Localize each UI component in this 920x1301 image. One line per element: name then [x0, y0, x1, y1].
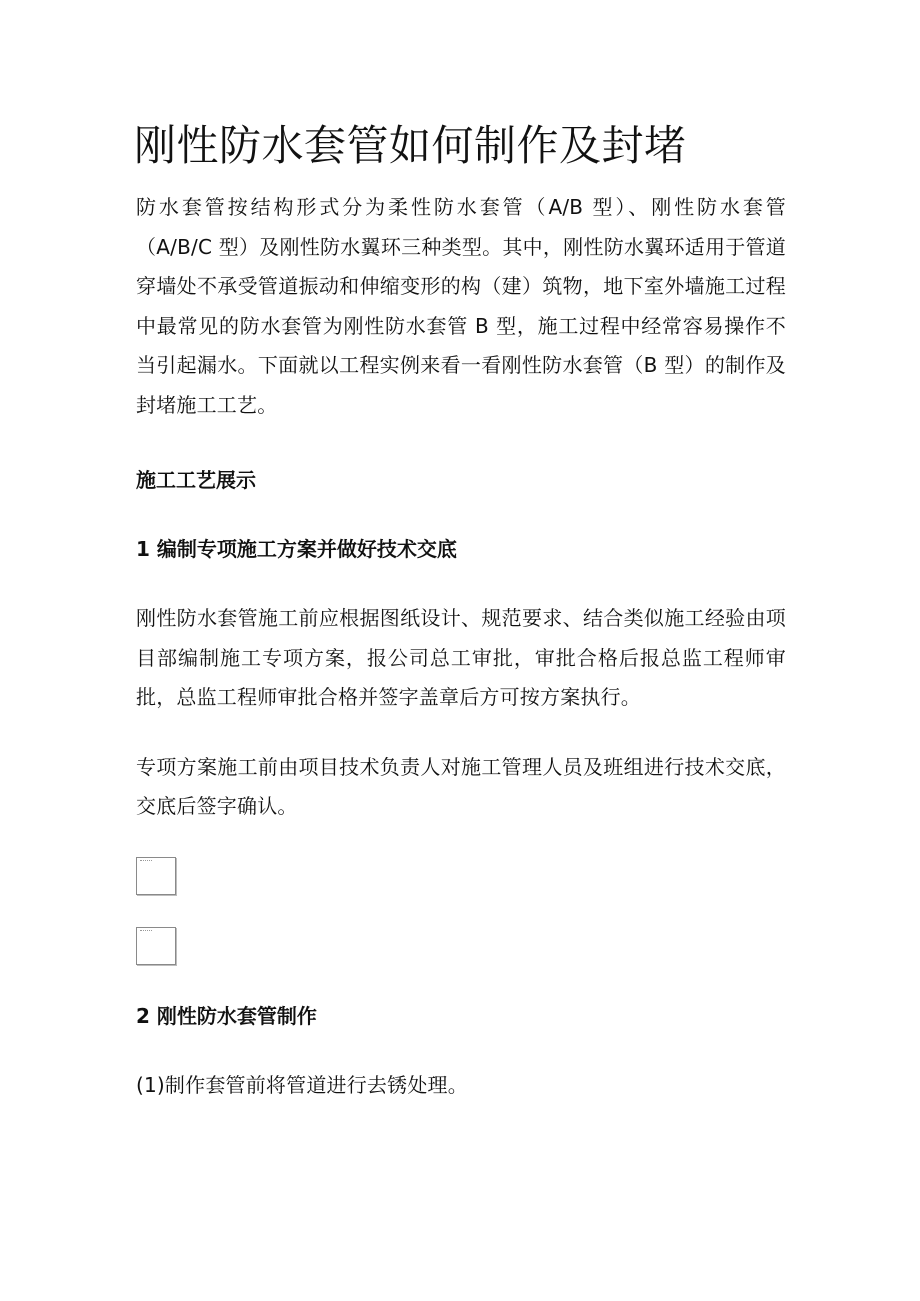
- page-title: 刚性防水套管如何制作及封堵: [134, 121, 687, 170]
- section-heading: 施工工艺展示: [136, 468, 256, 492]
- document-page: [136, 118, 786, 1135]
- step1-paragraph-1: 刚性防水套管施工前应根据图纸设计、规范要求、结合类似施工经验由项目部编制施工专项方案，报公司总工审批，审批合格后报总监工程师审批，总监工程师审批合格并签字盖章后方可按方案执行。: [136, 606, 786, 709]
- image-placeholder-1: [136, 857, 176, 895]
- step1-paragraph-2: 专项方案施工前由项目技术负责人对施工管理人员及班组进行技术交底，交底后签字确认。: [136, 754, 786, 818]
- step1-heading: 1 编制专项施工方案并做好技术交底: [136, 537, 457, 561]
- step2-heading: 2 刚性防水套管制作: [136, 1003, 317, 1028]
- broken-image-icon: [140, 860, 152, 863]
- image-placeholder-2: [136, 927, 176, 965]
- intro-paragraph: 防水套管按结构形式分为柔性防水套管（A/B 型）、刚性防水套管（A/B/C 型）及刚性防水翼环三种类型。其中，刚性防水翼环适用于管道穿墙处不承受管道振动和伸缩变形的构（建）筑物，地下室外墙施工过程中最常见的防水套管为刚性防水套管 B 型，施工过程中经常容易操作不当引起漏水。下面就以工程实例来看一看刚性防水套管（B 型）的制作及封堵施工工艺。: [136, 195, 786, 417]
- step2-paragraph-1: (1)制作套管前将管道进行去锈处理。: [136, 1072, 468, 1097]
- broken-image-icon: [140, 930, 152, 933]
